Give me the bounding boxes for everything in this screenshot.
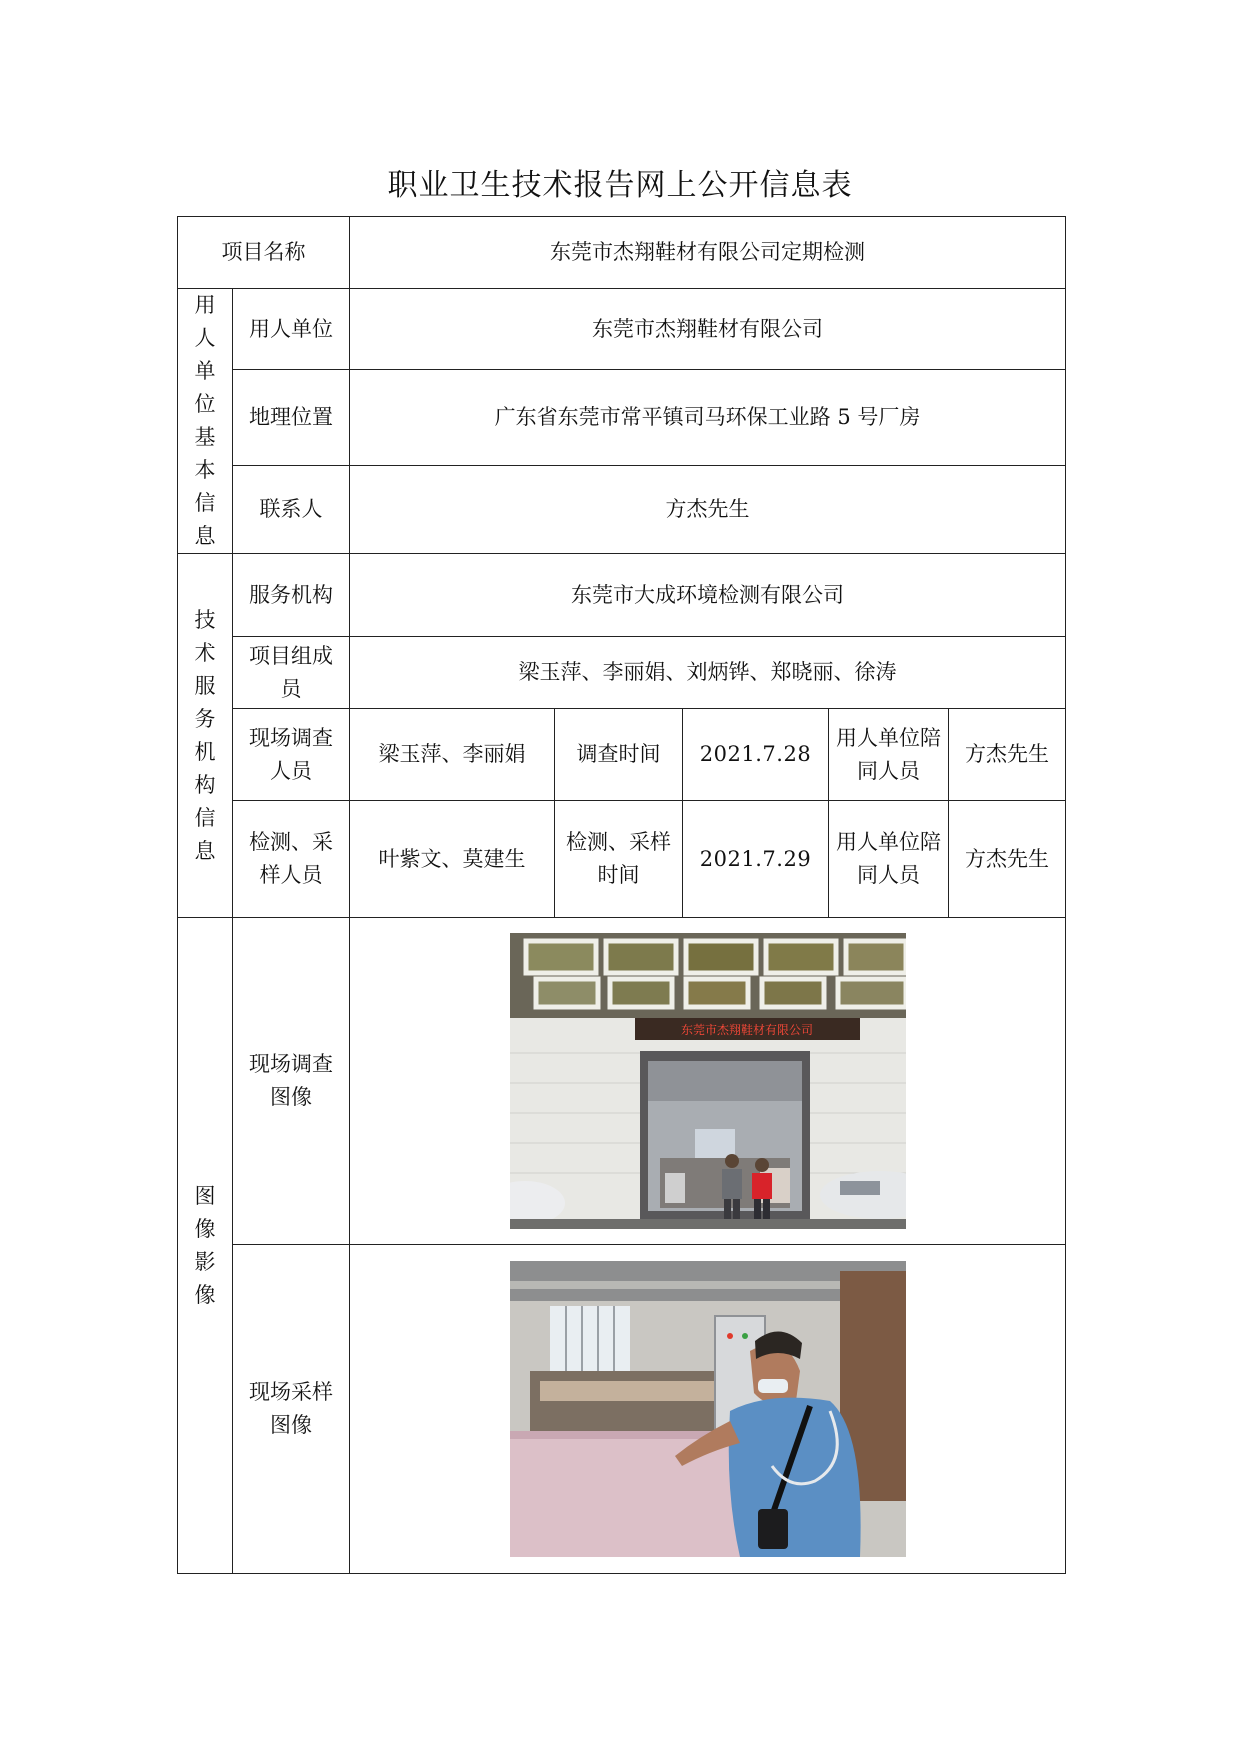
info-table (177, 216, 1066, 1574)
location-value: 广东省东莞市常平镇司马环保工业路 5 号厂房 (350, 370, 1066, 465)
contact-label: 联系人 (233, 465, 350, 553)
survey-time-value: 2021.7.28 (683, 709, 829, 801)
contact-value: 方杰先生 (350, 465, 1066, 553)
employer-section-label: 用人单位基本信息 (178, 289, 233, 554)
sampling-image-cell (350, 1245, 1066, 1574)
service-org-label: 服务机构 (233, 554, 350, 637)
storefront-image (510, 933, 906, 1229)
service-org-value: 东莞市大成环境检测有限公司 (350, 554, 1066, 637)
employer-unit-label: 用人单位 (233, 289, 350, 370)
page-title: 职业卫生技术报告网上公开信息表 (387, 168, 853, 203)
factory-sampling-image (510, 1261, 906, 1557)
employer-unit-value: 东莞市杰翔鞋材有限公司 (350, 289, 1066, 370)
survey-staff-value: 梁玉萍、李丽娟 (350, 709, 555, 801)
sampling-row (178, 801, 1066, 918)
employer-location-row (178, 370, 1066, 465)
members-label: 项目组成员 (233, 637, 350, 709)
images-section-label: 图像影像 (178, 918, 233, 1574)
survey-image-cell (350, 918, 1066, 1245)
employer-unit-row (178, 289, 1066, 370)
sampling-image-label: 现场采样图像 (233, 1245, 350, 1574)
location-label: 地理位置 (233, 370, 350, 465)
survey-escort-label: 用人单位陪同人员 (829, 709, 949, 801)
survey-escort-value: 方杰先生 (949, 709, 1066, 801)
project-value: 东莞市杰翔鞋材有限公司定期检测 (350, 217, 1066, 289)
survey-photo (510, 933, 906, 1229)
project-label: 项目名称 (178, 217, 350, 289)
storefront-sign: 东莞市杰翔鞋材有限公司 (680, 1023, 813, 1037)
survey-staff-label: 现场调查人员 (233, 709, 350, 801)
sampling-staff-label: 检测、采样人员 (233, 801, 350, 918)
sampling-staff-value: 叶紫文、莫建生 (350, 801, 555, 918)
service-org-row (178, 554, 1066, 637)
sampling-escort-value: 方杰先生 (949, 801, 1066, 918)
sampling-photo (510, 1261, 906, 1557)
sampling-time-value: 2021.7.29 (683, 801, 829, 918)
canopy-panels (526, 941, 906, 1007)
survey-time-label: 调查时间 (555, 709, 683, 801)
survey-image-row (178, 918, 1066, 1245)
members-row (178, 637, 1066, 709)
service-section-label: 技术服务机构信息 (178, 554, 233, 918)
sampling-escort-label: 用人单位陪同人员 (829, 801, 949, 918)
sampling-time-label: 检测、采样时间 (555, 801, 683, 918)
survey-row (178, 709, 1066, 801)
employer-contact-row (178, 465, 1066, 553)
survey-image-label: 现场调查图像 (233, 918, 350, 1245)
members-value: 梁玉萍、李丽娟、刘炳铧、郑晓丽、徐涛 (350, 637, 1066, 709)
sampling-image-row (178, 1245, 1066, 1574)
project-row (178, 217, 1066, 289)
